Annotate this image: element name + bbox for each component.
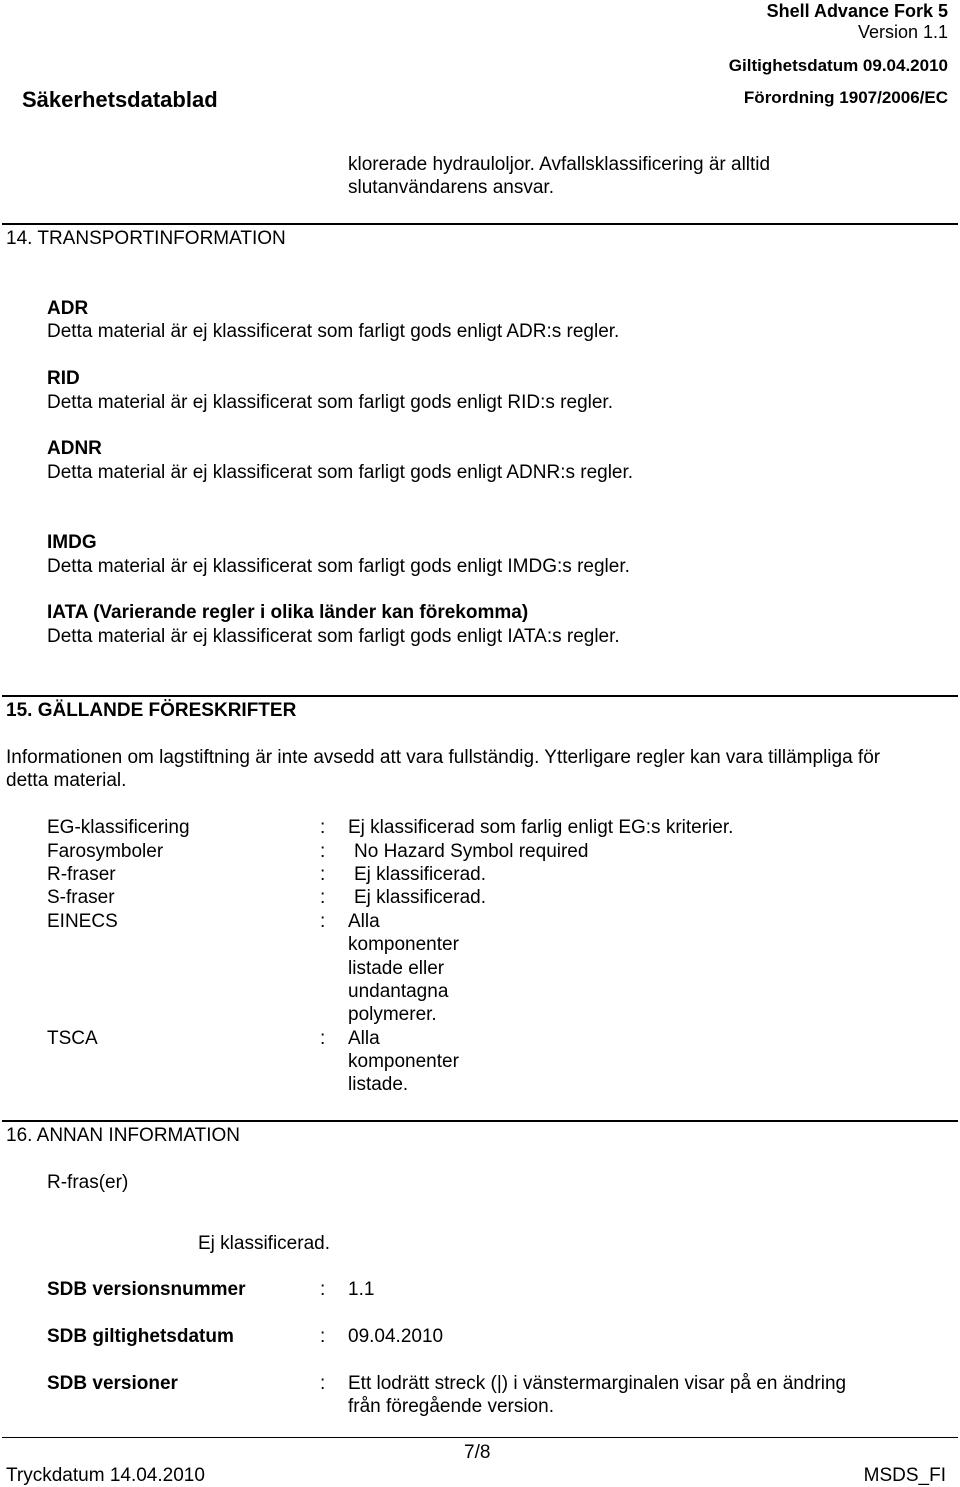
eg-classification-label: EG-klassificering — [47, 817, 190, 838]
imdg-title: IMDG — [47, 532, 97, 553]
rid-text: Detta material är ej klassificerat som farligt gods enligt RID:s regler. — [47, 392, 613, 413]
adr-text: Detta material är ej klassificerat som farligt gods enligt ADR:s regler. — [47, 321, 620, 342]
section-16-heading: 16. ANNAN INFORMATION — [6, 1125, 241, 1146]
tsca-value-line: Alla — [348, 1028, 380, 1049]
einecs-value-line: listade eller — [348, 958, 445, 979]
iata-text: Detta material är ej klassificerat som farligt gods enligt IATA:s regler. — [47, 626, 620, 647]
einecs-value-line: komponenter — [348, 934, 459, 955]
einecs-value-line: undantagna — [348, 981, 449, 1002]
einecs-label: EINECS — [47, 911, 118, 932]
sdb-versions-label: SDB versioner — [47, 1373, 178, 1394]
imdg-text: Detta material är ej klassificerat som farligt gods enligt IMDG:s regler. — [47, 556, 630, 577]
separator: : — [320, 1326, 326, 1347]
separator: : — [320, 841, 326, 862]
section-15-rule — [2, 695, 958, 697]
adr-title: ADR — [47, 298, 89, 319]
version-label: Version 1.1 — [857, 22, 948, 42]
s-phrases-value: Ej klassificerad. — [354, 887, 486, 908]
page-number: 7/8 — [464, 1442, 491, 1463]
sdb-versions-line: från föregående version. — [348, 1396, 554, 1417]
print-date: Tryckdatum 14.04.2010 — [6, 1465, 205, 1486]
section-14-rule — [2, 223, 958, 225]
iata-title: IATA (Varierande regler i olika länder kan förekomma) — [47, 602, 529, 623]
footer-rule — [2, 1437, 958, 1438]
separator: : — [320, 817, 326, 838]
section-14-heading: 14. TRANSPORTINFORMATION — [6, 228, 286, 249]
tsca-label: TSCA — [47, 1028, 98, 1049]
separator: : — [320, 1279, 326, 1300]
sdb-validity-label: SDB giltighetsdatum — [47, 1326, 234, 1347]
section-15-intro-line-2: detta material. — [6, 770, 127, 791]
section-16-rule — [2, 1120, 958, 1122]
carryover-line-2: slutanvändarens ansvar. — [348, 177, 554, 198]
r-phrases-value: Ej klassificerad. — [354, 864, 486, 885]
hazard-symbols-value: No Hazard Symbol required — [354, 841, 589, 862]
r-phrases-text: Ej klassificerad. — [198, 1233, 330, 1254]
document-title: Säkerhetsdatablad — [22, 87, 218, 112]
separator: : — [320, 911, 326, 932]
einecs-value-line: polymerer. — [348, 1004, 437, 1025]
validity-date: Giltighetsdatum 09.04.2010 — [728, 56, 948, 75]
r-phrases-heading: R-fras(er) — [47, 1172, 129, 1193]
adnr-text: Detta material är ej klassificerat som farligt gods enligt ADNR:s regler. — [47, 462, 634, 483]
regulation-label: Förordning 1907/2006/EC — [743, 88, 948, 107]
adnr-title: ADNR — [47, 438, 102, 459]
sdb-version-number-value: 1.1 — [348, 1279, 375, 1300]
separator: : — [320, 1028, 326, 1049]
separator: : — [320, 1373, 326, 1394]
section-15-intro-line-1: Informationen om lagstiftning är inte avsedd att vara fullständig. Ytterligare regler kan vara tillämpliga för — [6, 747, 881, 768]
sdb-versions-line: Ett lodrätt streck (|) i vänstermarginalen visar på en ändring — [348, 1373, 847, 1394]
r-phrases-label: R-fraser — [47, 864, 116, 885]
s-phrases-label: S-fraser — [47, 887, 115, 908]
document-code: MSDS_FI — [863, 1465, 946, 1486]
tsca-value-line: komponenter — [348, 1051, 459, 1072]
hazard-symbols-label: Farosymboler — [47, 841, 164, 862]
eg-classification-value: Ej klassificerad som farlig enligt EG:s kriterier. — [348, 817, 734, 838]
separator: : — [320, 887, 326, 908]
tsca-value-line: listade. — [348, 1074, 409, 1095]
product-name: Shell Advance Fork 5 — [766, 1, 948, 21]
carryover-line-1: klorerade hydrauloljor. Avfallsklassificering är alltid — [348, 154, 771, 175]
einecs-value-line: Alla — [348, 911, 380, 932]
separator: : — [320, 864, 326, 885]
sdb-version-number-label: SDB versionsnummer — [47, 1279, 246, 1300]
section-15-heading: 15. GÄLLANDE FÖRESKRIFTER — [6, 700, 297, 721]
sdb-validity-value: 09.04.2010 — [348, 1326, 444, 1347]
rid-title: RID — [47, 368, 80, 389]
